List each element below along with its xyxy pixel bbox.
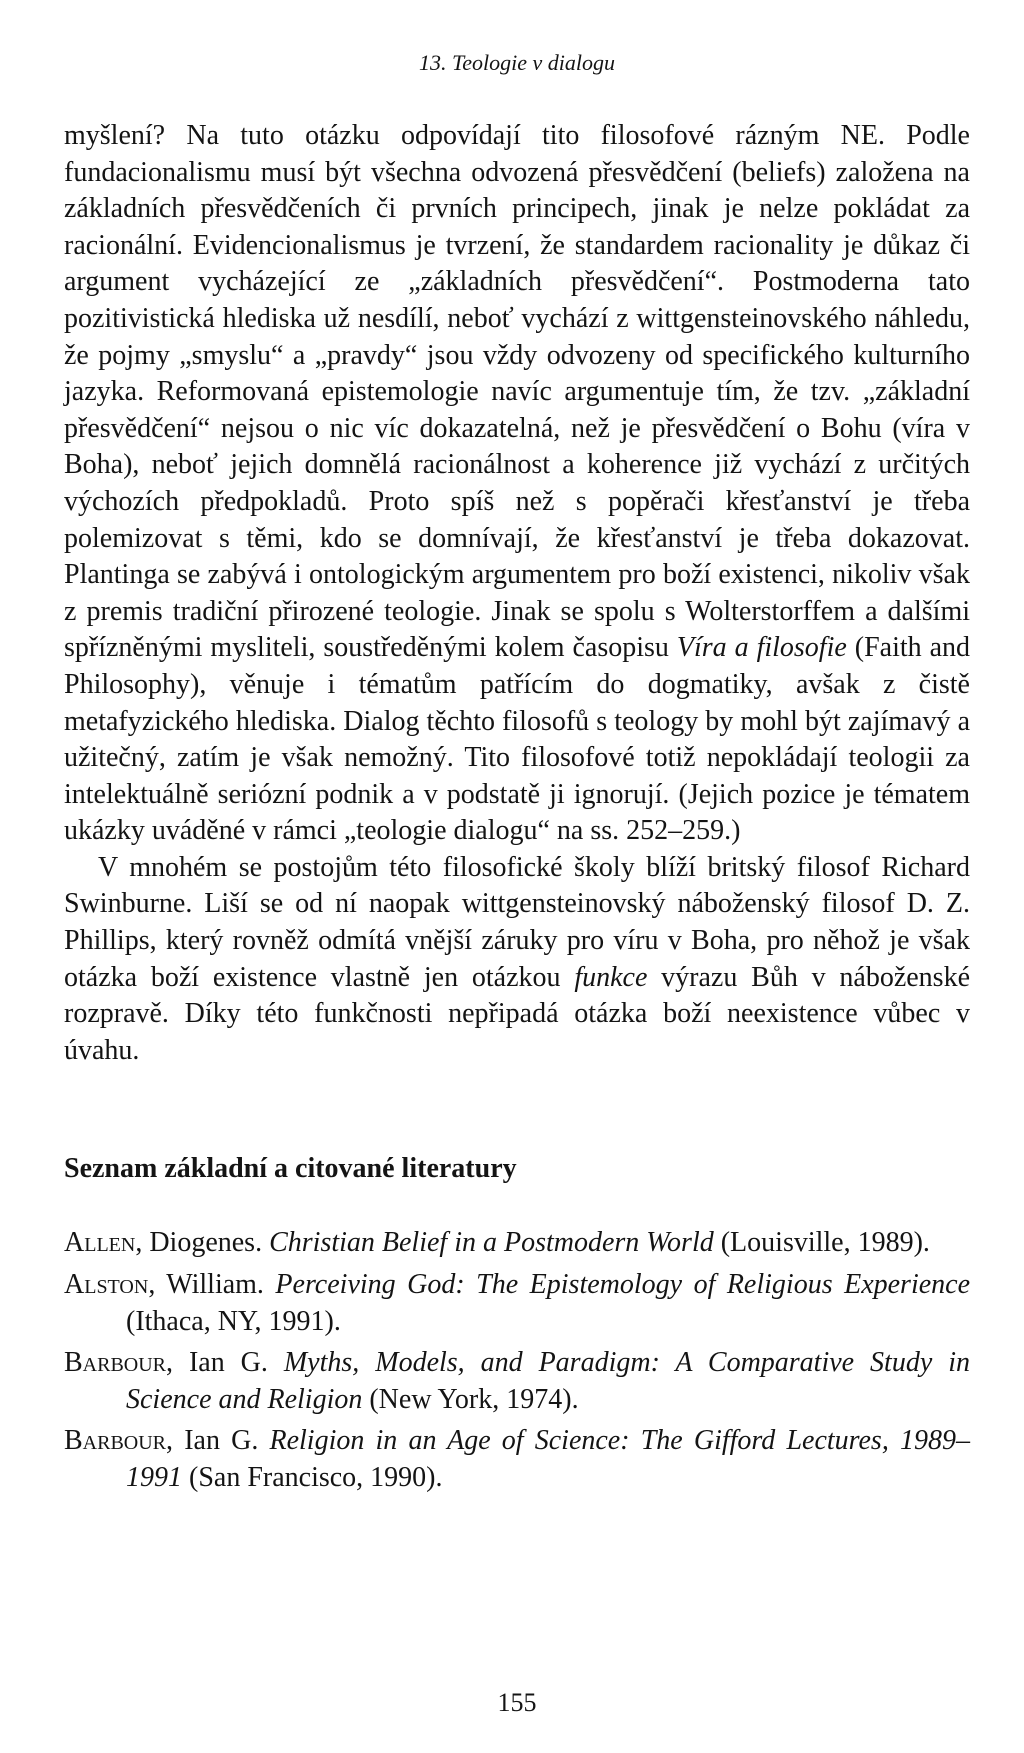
bibliography-heading: Seznam základní a citované literatury: [64, 1153, 517, 1185]
author-surname: Alston: [64, 1269, 149, 1301]
work-title: Religion in an Age of Science: The Gifford Lectures, 1989–1991: [126, 1425, 970, 1493]
publication-info: (New York, 1974).: [362, 1383, 579, 1415]
author-given-name: , Diogenes.: [135, 1227, 270, 1259]
bibliography-entry: [64, 1423, 970, 1496]
running-head: 13. Teologie v dialogu: [419, 50, 615, 75]
author-given-name: , William.: [148, 1269, 276, 1301]
work-title: Christian Belief in a Postmodern World: [269, 1227, 714, 1259]
paragraph-text: V mnohém se postojům této filosofické školy blíží britský filosof Richard Swinburne. Liší se od ní naopak wittgensteinovský náboženský filosof D. Z. Phillips, který rovněž odmítá vnější záruky pro víru v Boha, pro něhož je však otázka boží existence vlastně jen otázkou: [64, 851, 970, 993]
author-given-name: , Ian G.: [166, 1347, 284, 1379]
publication-info: (San Francisco, 1990).: [182, 1462, 443, 1493]
author-given-name: , Ian G.: [166, 1425, 270, 1457]
publication-info: (Ithaca, NY, 1991).: [126, 1305, 341, 1337]
work-title: Myths, Models, and Paradigm: A Comparative Study in Science and Religion: [126, 1347, 970, 1415]
author-surname: Barbour: [64, 1347, 167, 1379]
author-surname: Barbour: [64, 1425, 167, 1457]
bibliography-entry: [64, 1267, 970, 1340]
bibliography-entry: [64, 1345, 970, 1418]
body-paragraph-1: [64, 118, 970, 850]
paragraph-text: myšlení? Na tuto otázku odpovídají tito filosofové rázným NE. Podle fundacionalismu musí být všechna odvozená přesvědčení (beliefs) založena na základních přesvědčeních či prvních principech, jinak je nelze pokládat za racionální. Evidencionalismus je tvrzení, že standardem racionality je důkaz či argument vycházející ze „základních přesvědčení“. Postmoderna tato pozitivistická hlediska už nesdílí, neboť vychází z wittgensteinovského náhledu, že pojmy „smyslu“ a „pravdy“ jsou vždy odvozeny od specifického kulturního jazyka. Reformovaná epistemologie navíc argumentuje tím, že tzv. „základní přesvědčení“ nejsou o nic víc dokazatelná, než je přesvědčení o Bohu (víra v Boha), neboť jejich domnělá racionálnost a koherence již vychází z určitých výchozích předpokladů. Proto spíš než s popěrači křesťanství je třeba polemizovat s těmi, kdo se domnívají, že křesťanství je třeba dokazovat. Plantinga se zabývá i ontologickým argumentem pro boží existenci, nikoliv však z premis tradiční přirozené teologie. Jinak se spolu s Wolterstorffem a dalšími spřízněnými mysliteli, soustředěnými kolem časopisu: [64, 120, 970, 664]
emphasized-term: funkce: [574, 961, 648, 993]
book-page: [64, 48, 970, 1728]
publication-info: (Louisville, 1989).: [713, 1227, 930, 1259]
paragraph-text: výrazu Bůh v náboženské rozpravě. Díky této funkčnosti nepřipadá otázka boží neexistence vůbec v úvahu.: [64, 961, 971, 1066]
bibliography-entry: [64, 1225, 970, 1262]
body-paragraph-2: [64, 850, 970, 1070]
paragraph-text: (Faith and Philosophy), věnuje i tématům patřícím do dogmatiky, avšak z čistě metafyzického hlediska. Dialog těchto filosofů s teology by mohl být zajímavý a užitečný, zatím je však nemožný. Tito filosofové totiž nepokládají teologii za intelektuálně seriózní podnik a v podstatě ji ignorují. (Jejich pozice je tématem ukázky uváděné v rámci „teologie dialogu“ na ss. 252–259.): [64, 632, 971, 847]
work-title: Perceiving God: The Epistemology of Religious Experience: [275, 1269, 971, 1301]
bibliography-list: [64, 1225, 970, 1496]
journal-title: Víra a filosofie: [676, 632, 847, 664]
page-number: 155: [497, 1688, 537, 1717]
author-surname: Allen: [64, 1227, 136, 1259]
